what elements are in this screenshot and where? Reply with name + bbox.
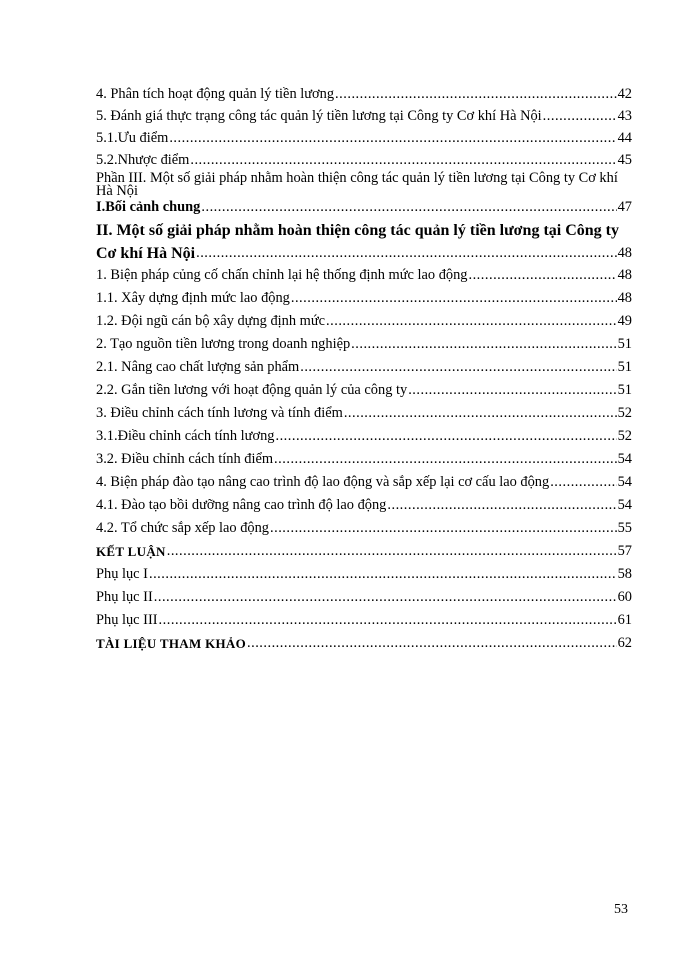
toc-entry-page: 47	[617, 199, 632, 215]
toc-leader-dots	[201, 199, 616, 216]
toc-leader-dots	[149, 566, 617, 583]
toc-leader-dots	[196, 245, 617, 262]
toc-entry-page: 61	[617, 612, 632, 628]
toc-leader-dots	[247, 635, 617, 652]
toc-leader-dots	[335, 86, 617, 103]
page-number: 53	[614, 902, 628, 917]
toc-leader-dots	[344, 405, 617, 422]
toc-entry	[96, 497, 632, 514]
toc-leader-dots	[300, 359, 616, 376]
toc-entry	[96, 152, 632, 169]
toc-entry-page: 55	[617, 520, 632, 536]
toc-entry-page: 58	[617, 566, 632, 582]
toc-entry-page: 48	[617, 245, 632, 261]
toc-entry-title: 1. Biện pháp củng cố chấn chỉnh lại hệ thống định mức lao động	[96, 267, 468, 283]
toc-entry-page: 42	[617, 86, 632, 102]
toc-leader-dots	[154, 589, 617, 606]
toc-entry-title: 4. Phân tích hoạt động quản lý tiền lương	[96, 86, 335, 102]
toc-entry	[96, 589, 632, 606]
toc-entry-page: 54	[617, 497, 632, 513]
toc-entry	[96, 290, 632, 307]
toc-entry	[96, 86, 632, 103]
toc-entry	[96, 635, 632, 652]
toc-entry-title: TÀI LIỆU THAM KHẢO	[96, 636, 246, 651]
toc-entry	[96, 108, 632, 125]
toc-entry-page: 48	[617, 290, 632, 306]
toc-entry-title: Phụ lục III	[96, 612, 158, 628]
toc-entry-title: 1.1. Xây dựng định mức lao động	[96, 290, 290, 306]
toc-entry-title: 2.1. Nâng cao chất lượng sản phẩm	[96, 359, 300, 375]
toc-entry-page: 44	[617, 130, 632, 146]
toc-entry-page: 43	[617, 108, 632, 124]
toc-leader-dots	[275, 428, 616, 445]
toc-entry-title: 5. Đánh giá thực trạng công tác quản lý tiền lương tại Công ty Cơ khí Hà Nội	[96, 108, 542, 124]
toc-entry-page: 48	[617, 267, 632, 283]
toc-entry-page: 54	[617, 474, 632, 490]
toc-entry-page: 62	[617, 635, 632, 651]
table-of-contents	[96, 86, 632, 652]
toc-entry-page: 51	[617, 382, 632, 398]
toc-leader-dots	[387, 497, 616, 514]
toc-leader-dots	[351, 336, 616, 353]
toc-leader-dots	[550, 474, 616, 491]
toc-entry	[96, 199, 632, 216]
toc-entry-title: 5.1.Ưu điểm	[96, 130, 169, 146]
toc-entry	[96, 543, 632, 560]
toc-entry-title: Phụ lục I	[96, 566, 148, 582]
toc-entry-title: Cơ khí Hà Nội	[96, 245, 196, 262]
toc-entry-title: 2.2. Gắn tiền lương với hoạt động quản lý của công ty	[96, 382, 408, 398]
toc-entry	[96, 451, 632, 468]
toc-entry	[96, 428, 632, 445]
toc-entry-title: 5.2.Nhược điểm	[96, 152, 190, 168]
toc-entry	[96, 130, 632, 147]
toc-leader-dots	[408, 382, 616, 399]
toc-entry	[96, 359, 632, 376]
toc-entry-page: 60	[617, 589, 632, 605]
toc-entry-title: II. Một số giải pháp nhằm hoàn thiện công tác quản lý tiền lương tại Công ty	[96, 222, 619, 239]
toc-leader-dots	[468, 267, 616, 284]
toc-entry-title: 2. Tạo nguồn tiền lương trong doanh nghiệp	[96, 336, 351, 352]
toc-leader-dots	[190, 152, 616, 169]
toc-entry-title: 1.2. Đội ngũ cán bộ xây dựng định mức	[96, 313, 326, 329]
toc-leader-dots	[167, 543, 617, 560]
toc-entry	[96, 336, 632, 353]
toc-entry-page: 52	[617, 428, 632, 444]
toc-entry	[96, 612, 632, 629]
toc-entry-page: 54	[617, 451, 632, 467]
toc-entry	[96, 520, 632, 537]
toc-entry	[96, 267, 632, 284]
toc-leader-dots	[274, 451, 617, 468]
toc-entry-title: 4. Biện pháp đào tạo nâng cao trình độ lao động và sắp xếp lại cơ cấu lao động	[96, 474, 550, 490]
toc-entry	[96, 405, 632, 422]
toc-entry-page: 51	[617, 336, 632, 352]
toc-entry-title: 4.2. Tổ chức sắp xếp lao động	[96, 520, 269, 536]
toc-leader-dots	[270, 520, 617, 537]
toc-leader-dots	[291, 290, 617, 307]
toc-entry	[96, 474, 632, 491]
toc-entry	[96, 566, 632, 583]
toc-section-heading	[96, 222, 632, 239]
toc-entry-page: 49	[617, 313, 632, 329]
toc-entry-title: Phụ lục II	[96, 589, 153, 605]
toc-entry-title: 4.1. Đào tạo bồi dưỡng nâng cao trình độ lao động	[96, 497, 387, 513]
toc-entry-title: 3.2. Điều chỉnh cách tính điểm	[96, 451, 274, 467]
toc-entry	[96, 245, 632, 262]
toc-entry-page: 45	[617, 152, 632, 168]
toc-leader-dots	[543, 108, 617, 125]
toc-entry-title: I.Bối cảnh chung	[96, 199, 201, 215]
toc-entry	[96, 382, 632, 399]
toc-leader-dots	[169, 130, 616, 147]
toc-leader-dots	[159, 612, 617, 629]
toc-entry-title: 3. Điều chỉnh cách tính lương và tính điểm	[96, 405, 343, 421]
toc-entry-page: 51	[617, 359, 632, 375]
toc-entry	[96, 313, 632, 330]
toc-part-heading: Phần III. Một số giải pháp nhằm hoàn thiện công tác quản lý tiền lương tại Công ty Cơ khí Hà Nội	[96, 170, 618, 199]
toc-entry-title: KẾT LUẬN	[96, 544, 166, 559]
toc-entry-title: 3.1.Điều chỉnh cách tính lương	[96, 428, 275, 444]
toc-entry-page: 52	[617, 405, 632, 421]
toc-leader-dots	[326, 313, 617, 330]
toc-entry-page: 57	[617, 543, 632, 559]
